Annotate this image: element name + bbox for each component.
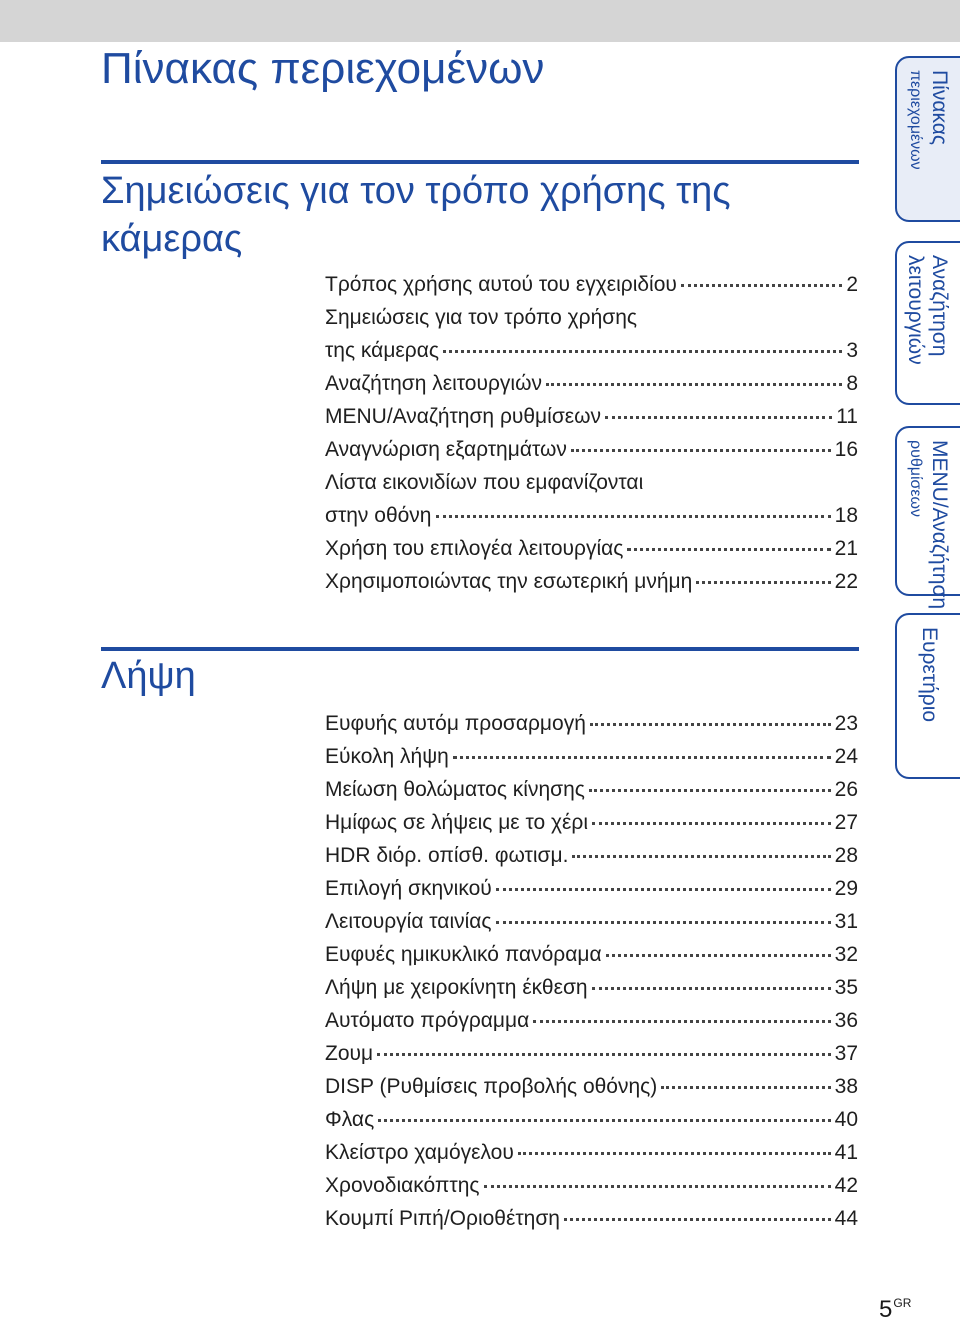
toc-entry-title: Αυτόματο πρόγραμμα [325,1009,530,1032]
tab-table-of-contents[interactable] [895,56,960,222]
toc-page-number: 22 [834,570,858,593]
toc-entry-title: Αναγνώριση εξαρτημάτων [325,438,567,461]
toc-entry[interactable] [325,938,858,971]
toc-entry[interactable] [325,1004,858,1037]
page-title: Πίνακας περιεχομένων [101,44,545,93]
toc-page-number: 18 [834,504,858,527]
toc-entry[interactable] [325,905,858,938]
toc-entry-title: Σημειώσεις για τον τρόπο χρήσης [325,306,638,329]
toc-page-number: 21 [834,537,858,560]
toc-page-number: 41 [834,1141,858,1164]
toc-entry[interactable] [325,565,858,598]
toc-entry[interactable] [325,971,858,1004]
toc-entry[interactable] [325,532,858,565]
toc-entry[interactable] [325,806,858,839]
tab-label-sub: ρυθμίσεων [907,440,924,518]
toc-page-number: 32 [834,943,858,966]
toc-entry-title-cont: της κάμερας [325,339,439,362]
toc-page-number: 3 [846,339,858,362]
toc-entry[interactable] [325,301,858,367]
toc-entry-title: Λειτουργία ταινίας [325,910,492,933]
toc-entry-title: Αναζήτηση λειτουργιών [325,372,542,395]
toc-page-number: 29 [834,877,858,900]
dot-leader [627,548,830,551]
dot-leader [484,1185,831,1188]
toc-entry[interactable] [325,433,858,466]
toc-entry[interactable] [325,1136,858,1169]
toc-entry[interactable] [325,400,858,433]
toc-page-number: 42 [834,1174,858,1197]
toc-entry-title: Χρήση του επιλογέα λειτουργίας [325,537,624,560]
section-rule [101,647,859,651]
tab-label: Ευρετήριο [918,627,941,723]
toc-entry-title: Μείωση θολώματος κίνησης [325,778,585,801]
toc-page-number: 26 [834,778,858,801]
toc-entry[interactable] [325,1070,858,1103]
toc-entry-title: Χρονοδιακόπτης [325,1174,480,1197]
toc-page-number: 44 [834,1207,858,1230]
dot-leader [592,822,831,825]
toc-page-number: 11 [836,405,858,428]
toc-page-number: 23 [834,712,858,735]
toc-page-number: 38 [834,1075,858,1098]
toc-entry-title: Εύκολη λήψη [325,745,449,768]
toc-page-number: 37 [834,1042,858,1065]
dot-leader [546,383,842,386]
toc-entry-title: Κλείστρο χαμόγελου [325,1141,514,1164]
toc-page-number: 24 [834,745,858,768]
toc-page-number: 8 [846,372,858,395]
toc-entry-title-cont: στην οθόνη [325,504,432,527]
top-bar [0,0,960,42]
tab-label: MENU/Αναζήτηση [928,440,951,610]
toc-entry[interactable] [325,1169,858,1202]
toc-entry-title: Ημίφως σε λήψεις με το χέρι [325,811,588,834]
toc-entry-title: HDR διόρ. οπίσθ. φωτισμ. [325,844,569,867]
section-rule [101,160,859,164]
dot-leader [436,515,831,518]
tab-function-search[interactable] [895,241,960,405]
page-number-suffix: GR [893,1296,912,1310]
dot-leader [605,416,832,419]
toc-entry-title: Ζουμ [325,1042,374,1065]
dot-leader [564,1218,831,1221]
toc-entry[interactable] [325,839,858,872]
toc-entry[interactable] [325,367,858,400]
dot-leader [589,789,831,792]
toc-entry-title: Φλας [325,1108,375,1131]
dot-leader [590,723,831,726]
dot-leader [377,1053,831,1056]
toc-entry[interactable] [325,872,858,905]
toc-entry-title: Λίστα εικονιδίων που εμφανίζονται [325,471,644,494]
toc-entry-title: DISP (Ρυθμίσεις προβολής οθόνης) [325,1075,658,1098]
toc-entry[interactable] [325,466,858,532]
toc-list [325,268,858,598]
toc-entry[interactable] [325,1037,858,1070]
tab-menu-settings-search[interactable] [895,426,960,610]
toc-entry-title: Χρησιμοποιώντας την εσωτερική μνήμη [325,570,693,593]
toc-page-number: 40 [834,1108,858,1131]
toc-entry-title: Επιλογή σκηνικού [325,877,492,900]
dot-leader [606,954,831,957]
dot-leader [696,581,830,584]
toc-entry[interactable] [325,707,858,740]
toc-entry[interactable] [325,740,858,773]
toc-page-number: 27 [834,811,858,834]
toc-list [325,707,858,1235]
toc-page-number: 31 [834,910,858,933]
section-heading: Λήψη [101,655,196,697]
dot-leader [661,1086,830,1089]
toc-entry-title: Ευφυές ημικυκλικό πανόραμα [325,943,602,966]
toc-entry[interactable] [325,773,858,806]
toc-page-number: 28 [834,844,858,867]
toc-page-number: 35 [834,976,858,999]
tab-label-sub: λειτουργιών [904,255,927,365]
tab-index[interactable] [895,613,960,779]
section-heading: Σημειώσεις για τον τρόπο χρήσης της κάμερας [101,170,731,260]
tab-label: Πίνακας [928,70,951,145]
toc-page-number: 36 [834,1009,858,1032]
toc-entry-title: Τρόπος χρήσης αυτού του εγχειριδίου [325,273,677,296]
dot-leader [496,921,831,924]
toc-page-number: 16 [834,438,858,461]
dot-leader [496,888,831,891]
tab-label: Αναζήτηση [928,255,951,357]
toc-entry[interactable] [325,1202,858,1235]
toc-entry-title: Ευφυής αυτόμ προσαρμογή [325,712,586,735]
toc-page-number: 2 [846,273,858,296]
tab-label-sub: περιεχομένων [907,70,924,170]
toc-entry-title: Κουμπί Ριπή/Οριοθέτηση [325,1207,560,1230]
dot-leader [572,855,830,858]
dot-leader [571,449,831,452]
page-number: $5^{GR}$ [879,1296,912,1323]
toc-entry[interactable] [325,1103,858,1136]
dot-leader [533,1020,830,1023]
toc-entry-title: MENU/Αναζήτηση ρυθμίσεων [325,405,602,428]
dot-leader [453,756,831,759]
dot-leader [681,284,842,287]
toc-entry[interactable] [325,268,858,301]
dot-leader [592,987,831,990]
toc-entry-title: Λήψη με χειροκίνητη έκθεση [325,976,588,999]
dot-leader [443,350,842,353]
dot-leader [518,1152,831,1155]
dot-leader [378,1119,830,1122]
